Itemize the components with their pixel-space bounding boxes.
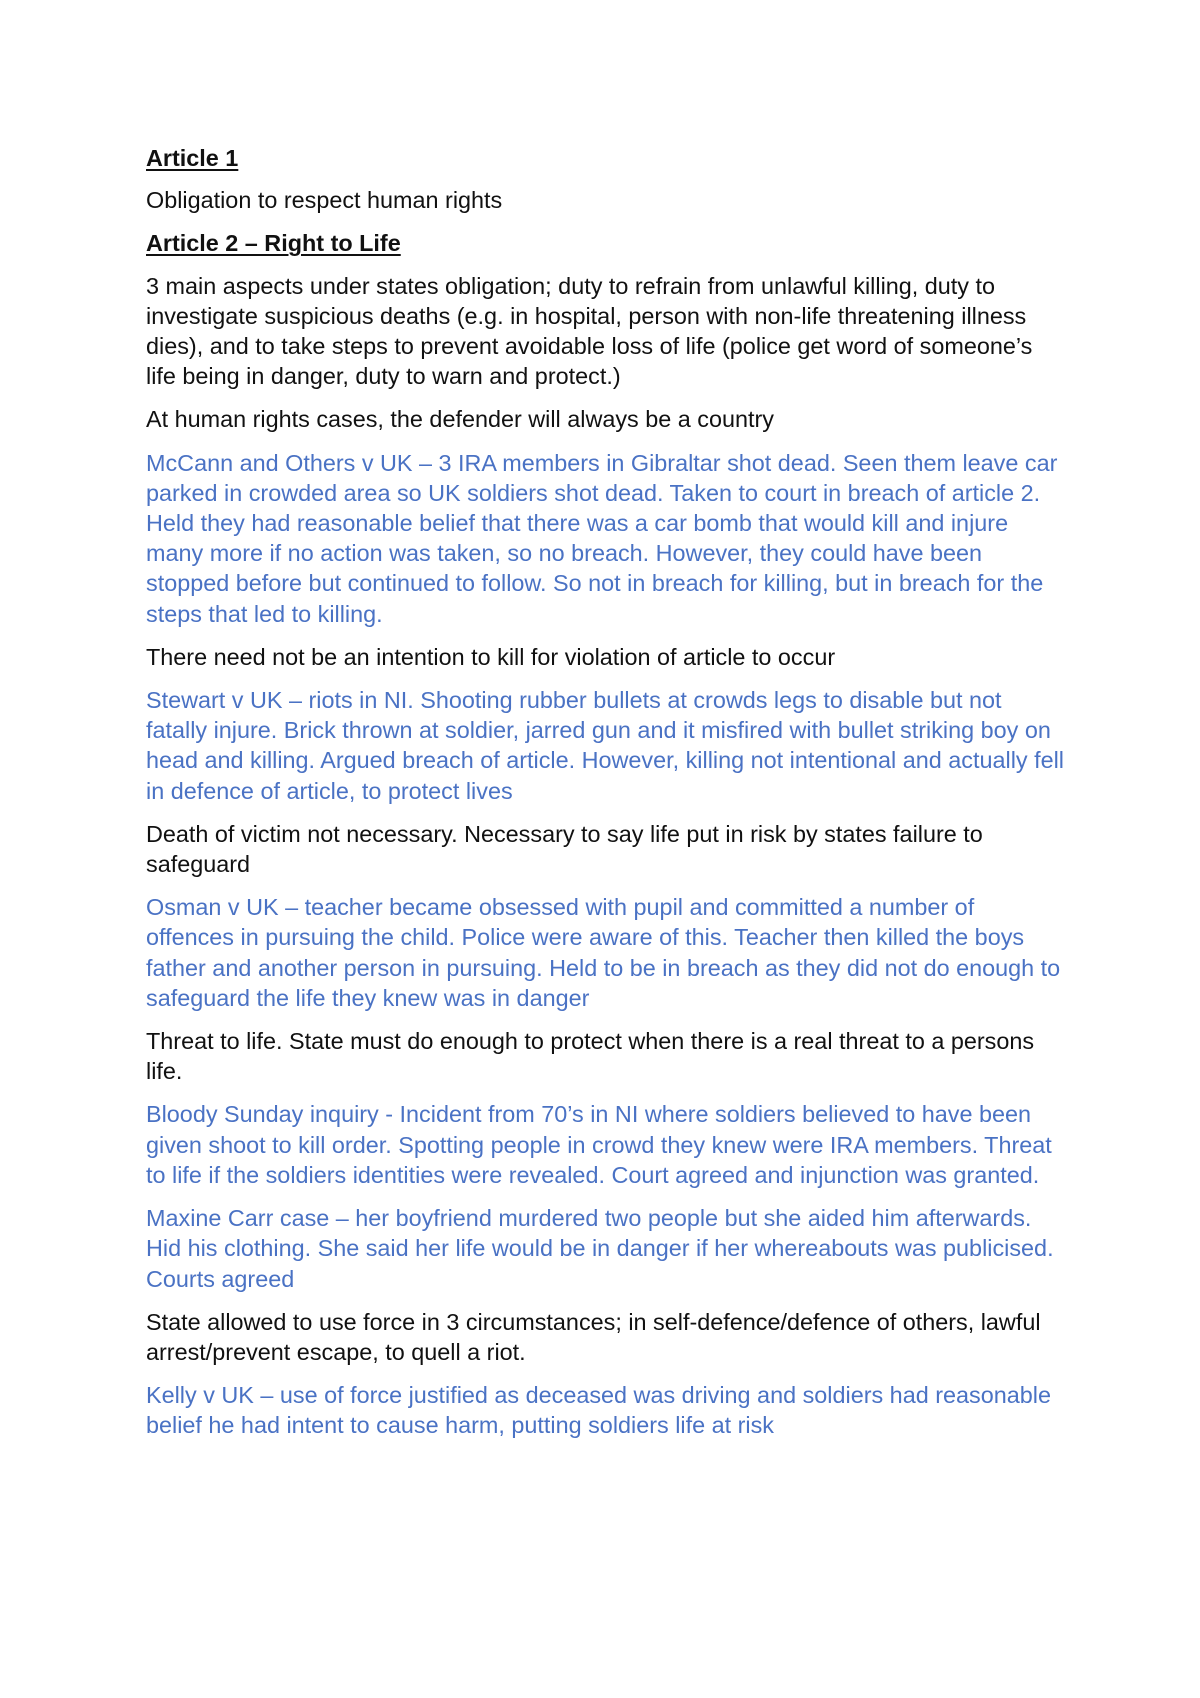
- case-osman: Osman v UK – teacher became obsessed with pupil and committed a number of offences in pursuing the child. Police were aware of this. Teacher then killed the boys father and another person in pursuing. Held to be in breach as they did not do enough to safeguard the life they knew was in danger: [146, 894, 1061, 1011]
- paragraph-three-aspects: 3 main aspects under states obligation; duty to refrain from unlawful killing, duty to investigate suspicious deaths (e.g. in hospital, person with non-life threatening illness dies), and to take steps to prevent avoidable loss of life (police get word of someone’s life being in danger, duty to warn and protect.): [146, 272, 1033, 390]
- case-bloody-sunday: Bloody Sunday inquiry - Incident from 70’s in NI where soldiers believed to have been given shoot to kill order. Spotting people in crowd they knew were IRA members. Threat to life if the soldiers identities were revealed. Court agreed and injunction was granted.: [146, 1101, 1052, 1188]
- heading-article-1: Article 1: [146, 145, 239, 171]
- case-stewart: Stewart v UK – riots in NI. Shooting rubber bullets at crowds legs to disable but not fatally injure. Brick thrown at soldier, jarred gun and it misfired with bullet striking boy on head and killing. Argued breach of article. However, killing not intentional and actually fell in defence of article, to protect lives: [146, 687, 1064, 804]
- paragraph-obligation: Obligation to respect human rights: [146, 187, 503, 214]
- case-maxine-carr: Maxine Carr case – her boyfriend murdered two people but she aided him afterwards. Hid his clothing. She said her life would be in danger if her whereabouts was publicised. Courts agreed: [146, 1205, 1054, 1292]
- heading-article-2: Article 2 – Right to Life: [146, 230, 401, 257]
- paragraph-intention: There need not be an intention to kill for violation of article to occur: [146, 643, 836, 670]
- document-page: [146, 143, 1066, 1454]
- paragraph-threat-to-life: Threat to life. State must do enough to protect when there is a real threat to a persons life.: [146, 1028, 1035, 1085]
- paragraph-defender-country: At human rights cases, the defender will always be a country: [146, 406, 774, 433]
- case-kelly: Kelly v UK – use of force justified as deceased was driving and soldiers had reasonable belief he had intent to cause harm, putting soldiers life at risk: [146, 1382, 1051, 1439]
- case-mccann: McCann and Others v UK – 3 IRA members in Gibraltar shot dead. Seen them leave car parked in crowded area so UK soldiers shot dead. Taken to court in breach of article 2. Held they had reasonable belief that there was a car bomb that would kill and injure many more if no action was taken, so no breach. However, they could have been stopped before but continued to follow. So not in breach for killing, but in breach for the steps that led to killing.: [146, 449, 1058, 627]
- paragraph-death-not-necessary: Death of victim not necessary. Necessary to say life put in risk by states failure to safeguard: [146, 820, 983, 878]
- paragraph-use-of-force: State allowed to use force in 3 circumstances; in self-defence/defence of others, lawful arrest/prevent escape, to quell a riot.: [146, 1308, 1041, 1365]
